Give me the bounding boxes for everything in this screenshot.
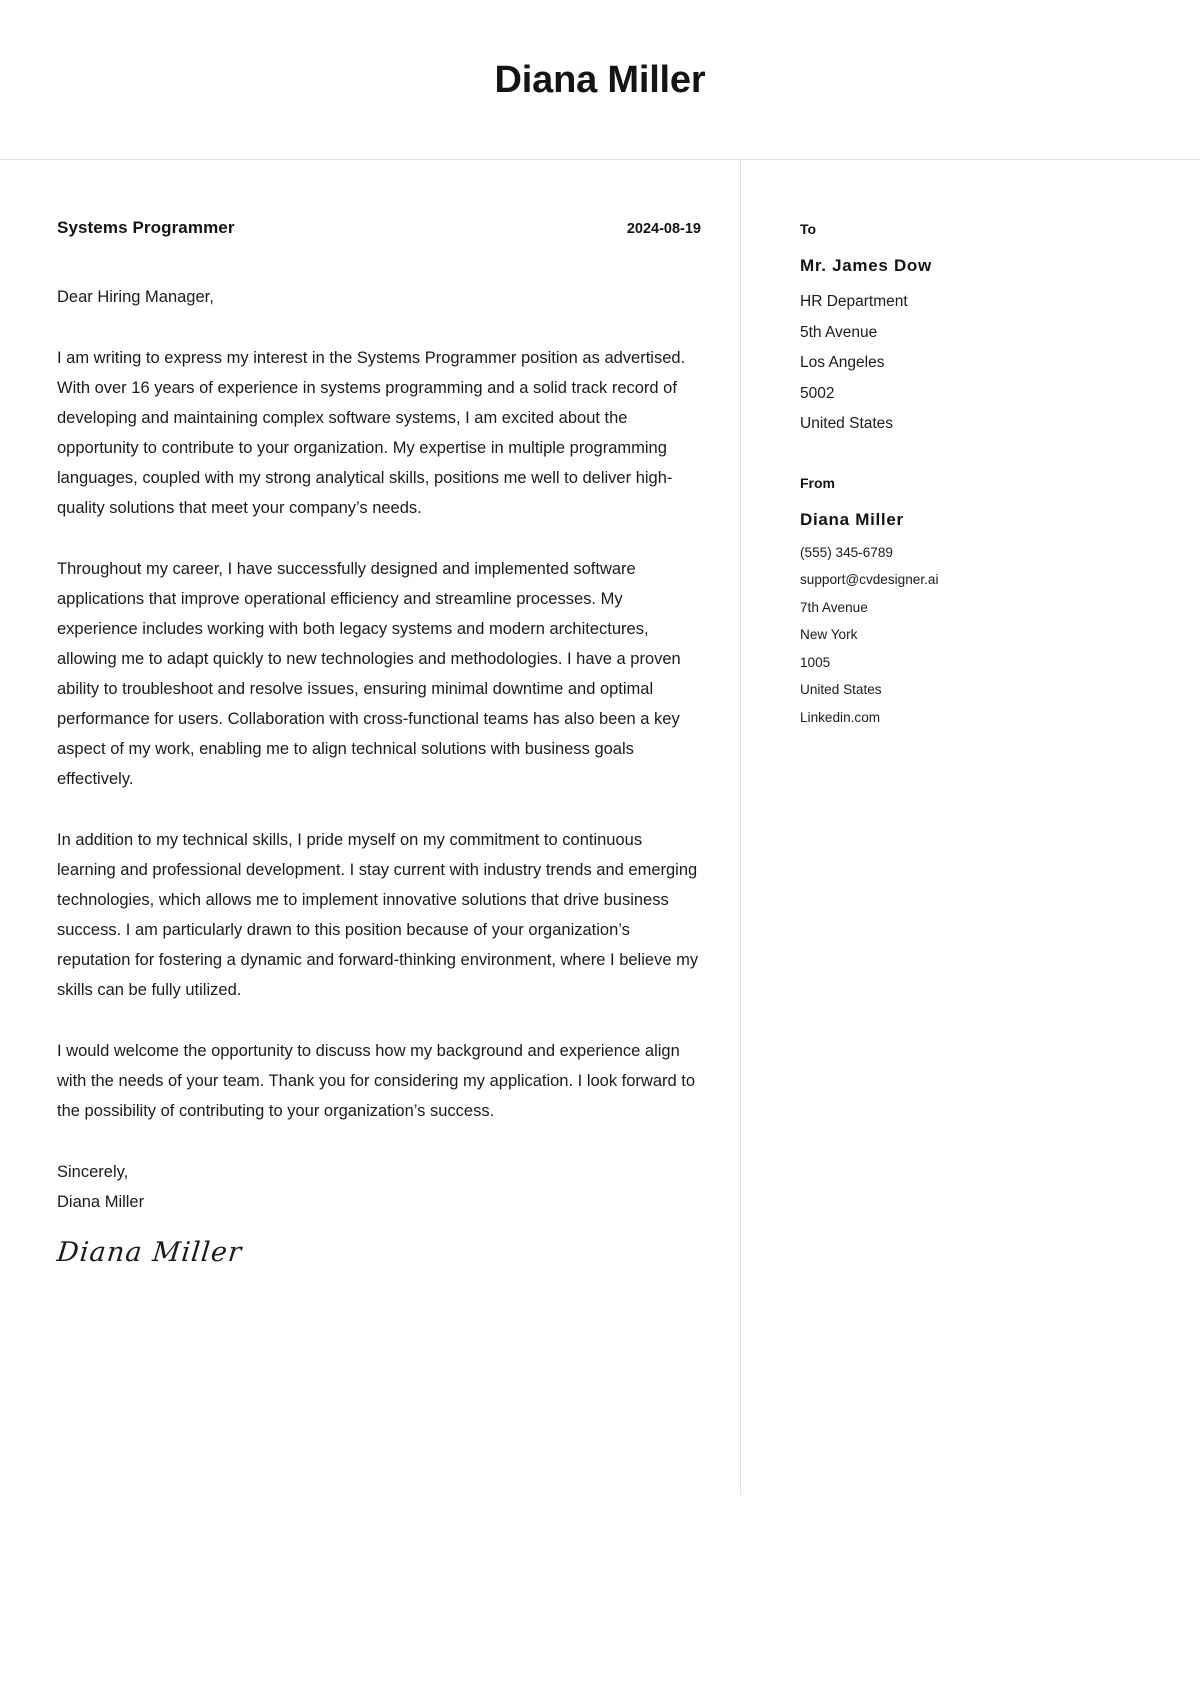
sender-address-line: New York xyxy=(800,627,858,642)
letter-paragraph: I am writing to express my interest in the Systems Programmer position as advertised. With over 16 years of experience in systems programming and a solid track record of developing and maintaining complex software systems, I am excited about the opportunity to contribute to your organization. My expertise in multiple programming languages, coupled with my strong analytical skills, positions me well to deliver high-quality solutions that meet your company’s needs. xyxy=(57,349,686,517)
job-title: Systems Programmer xyxy=(57,218,235,237)
salutation: Dear Hiring Manager, xyxy=(57,288,214,306)
sender-address-line: 7th Avenue xyxy=(800,599,868,615)
sender-address-line: United States xyxy=(800,682,882,697)
letter-paragraph: Throughout my career, I have successfully designed and implemented software applications that improve operational efficiency and streamline processes. My experience includes working with both legacy systems and modern architectures, allowing me to adapt quickly to new technologies and methodologies. I have a proven ability to troubleshoot and resolve issues, ensuring minimal downtime and optimal performance for users. Collaboration with cross-functional teams has also been a key aspect of my work, enabling me to align technical solutions with business goals effectively. xyxy=(57,560,681,788)
column-divider xyxy=(740,160,741,1495)
letter-paragraph: In addition to my technical skills, I pride myself on my commitment to continuous learning and professional development. I stay current with industry trends and emerging technologies, which allows me to implement innovative solutions that drive business success. I am particularly drawn to this position because of your organization’s reputation for fostering a dynamic and forward-thinking environment, where I believe my skills can be fully utilized. xyxy=(57,831,699,999)
letterhead-banner xyxy=(0,0,1200,160)
sender-phone: (555) 345-6789 xyxy=(800,544,893,560)
signature-script: Diana Miller xyxy=(55,1237,244,1268)
letterhead-name: Diana Miller xyxy=(494,58,706,101)
letter-body-column xyxy=(57,218,701,1266)
from-label: From xyxy=(800,474,835,491)
letter-meta-row xyxy=(57,218,701,238)
sender-website: Linkedin.com xyxy=(800,709,881,725)
sender-address-line: 1005 xyxy=(800,654,831,670)
letter-paragraph: I would welcome the opportunity to discuss how my background and experience align with the needs of your team. Thank you for considering my application. I look forward to the possibility of contributing to your organization’s success. xyxy=(57,1042,696,1120)
sender-name: Diana Miller xyxy=(800,509,904,529)
recipient-address-line: Los Angeles xyxy=(800,354,885,371)
recipient-address-line: 5002 xyxy=(800,384,835,402)
recipient-address-line: 5th Avenue xyxy=(800,323,878,341)
recipient-address-line: HR Department xyxy=(800,293,908,310)
recipient-name: Mr. James Dow xyxy=(800,256,932,275)
to-label: To xyxy=(800,221,817,237)
recipient-address-line: United States xyxy=(800,415,894,432)
address-sidebar xyxy=(800,222,1140,731)
closing-name: Diana Miller xyxy=(57,1193,145,1211)
letter-date: 2024-08-19 xyxy=(626,221,701,237)
closing-block xyxy=(57,1157,701,1217)
closing-salutation: Sincerely, xyxy=(57,1163,129,1181)
sender-email: support@cvdesigner.ai xyxy=(800,572,939,587)
